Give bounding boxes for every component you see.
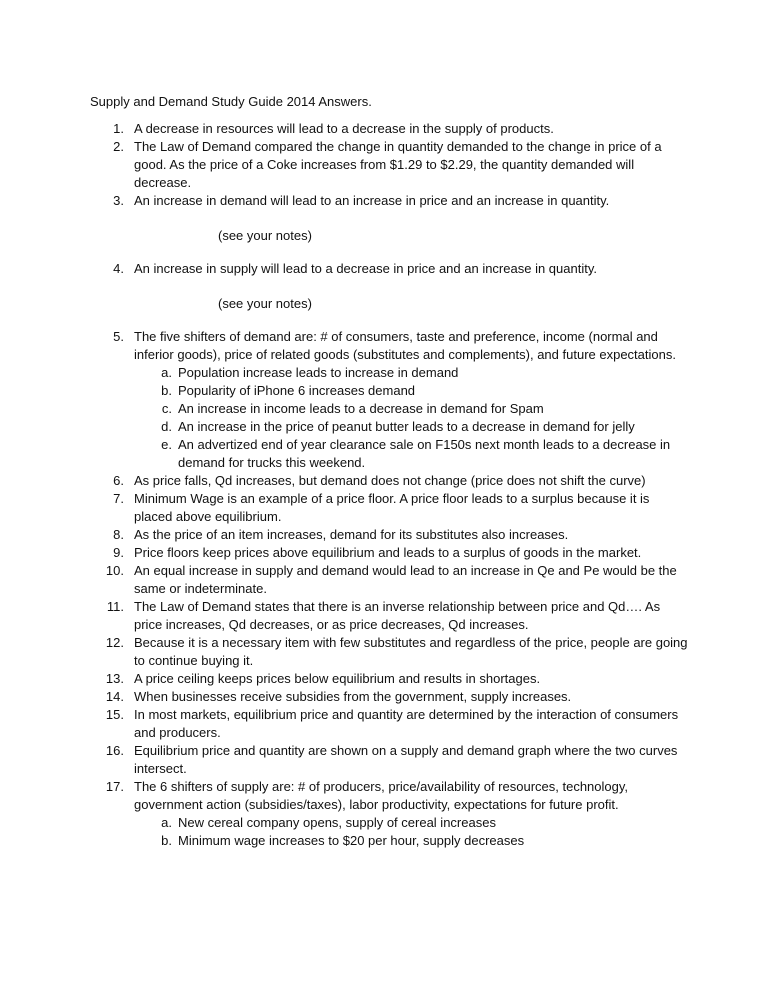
item-number: 12. <box>105 635 124 650</box>
item-text: As the price of an item increases, demand for its substitutes also increases. <box>134 527 569 542</box>
item-number: 16. <box>105 743 124 758</box>
item-number: 2. <box>113 139 124 154</box>
sub-item-text: Population increase leads to increase in demand <box>178 365 459 380</box>
item-text: An equal increase in supply and demand would lead to an increase in Qe and Pe would be the same or indeterminate. <box>134 563 677 596</box>
item-text: The five shifters of demand are: # of consumers, taste and preference, income (normal and inferior goods), price of related goods (substitutes and complements), and future expectations. <box>134 329 676 362</box>
item-number: 14. <box>105 689 124 704</box>
sub-item-letter: b. <box>161 833 172 848</box>
item-number: 1. <box>113 121 124 136</box>
list-item <box>90 742 690 778</box>
item-number: 4. <box>113 261 124 276</box>
item-number: 17. <box>105 779 124 794</box>
item-text: Because it is a necessary item with few substitutes and regardless of the price, people are going to continue buying it. <box>134 635 688 668</box>
item-number: 9. <box>113 545 124 560</box>
sub-list-item <box>134 436 690 472</box>
sub-list-item <box>134 418 690 436</box>
item-text: The Law of Demand states that there is an inverse relationship between price and Qd…. As price increases, Qd decreases, or as price decreases, Qd increases. <box>134 599 661 632</box>
list-item <box>90 670 690 688</box>
item-number: 6. <box>113 473 124 488</box>
item-text: An increase in demand will lead to an increase in price and an increase in quantity. <box>134 193 610 208</box>
sub-item-letter: d. <box>161 419 172 434</box>
item-text: A decrease in resources will lead to a decrease in the supply of products. <box>134 121 554 136</box>
list-item <box>90 562 690 598</box>
list-item <box>90 120 690 138</box>
sub-item-text: Minimum wage increases to $20 per hour, supply decreases <box>178 833 525 848</box>
item-text: As price falls, Qd increases, but demand does not change (price does not shift the curve) <box>134 473 646 488</box>
sub-list-item <box>134 400 690 418</box>
list-item <box>90 138 690 192</box>
item-text: Minimum Wage is an example of a price floor. A price floor leads to a surplus because it is placed above equilibrium. <box>134 491 650 524</box>
sub-item-text: An increase in the price of peanut butter leads to a decrease in demand for jelly <box>178 419 635 434</box>
sub-item-letter: e. <box>161 437 172 452</box>
sub-list-item <box>134 364 690 382</box>
sub-item-letter: a. <box>161 365 172 380</box>
item-text: Equilibrium price and quantity are shown on a supply and demand graph where the two curves intersect. <box>134 743 678 776</box>
list-item <box>90 778 690 850</box>
list-item <box>90 472 690 490</box>
sub-list-item <box>134 382 690 400</box>
list-item <box>90 260 690 278</box>
sub-item-letter: b. <box>161 383 172 398</box>
item-number: 8. <box>113 527 124 542</box>
item-number: 11. <box>106 599 124 614</box>
item-text: When businesses receive subsidies from the government, supply increases. <box>134 689 572 704</box>
list-item <box>90 634 690 670</box>
sub-item-letter: c. <box>161 401 172 416</box>
document-title: Supply and Demand Study Guide 2014 Answers. <box>90 94 372 109</box>
list-item <box>90 490 690 526</box>
item-text: The 6 shifters of supply are: # of producers, price/availability of resources, technology, government action (subsidies/taxes), labor productivity, expectations for future profit. <box>134 779 629 812</box>
item-number: 13. <box>105 671 124 686</box>
sub-item-text: Popularity of iPhone 6 increases demand <box>178 383 416 398</box>
list-item <box>90 598 690 634</box>
sub-item-text: New cereal company opens, supply of cereal increases <box>178 815 496 830</box>
answer-list <box>90 120 690 850</box>
item-number: 15. <box>105 707 124 722</box>
sub-list-item <box>134 832 690 850</box>
note-text: (see your notes) <box>218 228 312 243</box>
note-text: (see your notes) <box>218 296 312 311</box>
item-text: Price floors keep prices above equilibrium and leads to a surplus of goods in the market. <box>134 545 642 560</box>
item-text: In most markets, equilibrium price and quantity are determined by the interaction of consumers and producers. <box>134 707 679 740</box>
item-text: An increase in supply will lead to a decrease in price and an increase in quantity. <box>134 261 597 276</box>
sub-item-text: An increase in income leads to a decrease in demand for Spam <box>178 401 544 416</box>
list-item <box>90 192 690 210</box>
list-item <box>90 544 690 562</box>
item-number: 10. <box>105 563 124 578</box>
list-item <box>90 328 690 472</box>
list-item <box>90 688 690 706</box>
sub-item-text: An advertized end of year clearance sale on F150s next month leads to a decrease in demand for trucks this weekend. <box>178 437 671 470</box>
item-number: 5. <box>113 329 124 344</box>
item-number: 3. <box>113 193 124 208</box>
list-item <box>90 526 690 544</box>
item-number: 7. <box>113 491 124 506</box>
sub-list-item <box>134 814 690 832</box>
sub-item-letter: a. <box>161 815 172 830</box>
list-item <box>90 706 690 742</box>
item-text: The Law of Demand compared the change in quantity demanded to the change in price of a good. As the price of a Coke increases from $1.29 to $2.29, the quantity demanded will decrease. <box>134 139 662 190</box>
item-text: A price ceiling keeps prices below equilibrium and results in shortages. <box>134 671 541 686</box>
